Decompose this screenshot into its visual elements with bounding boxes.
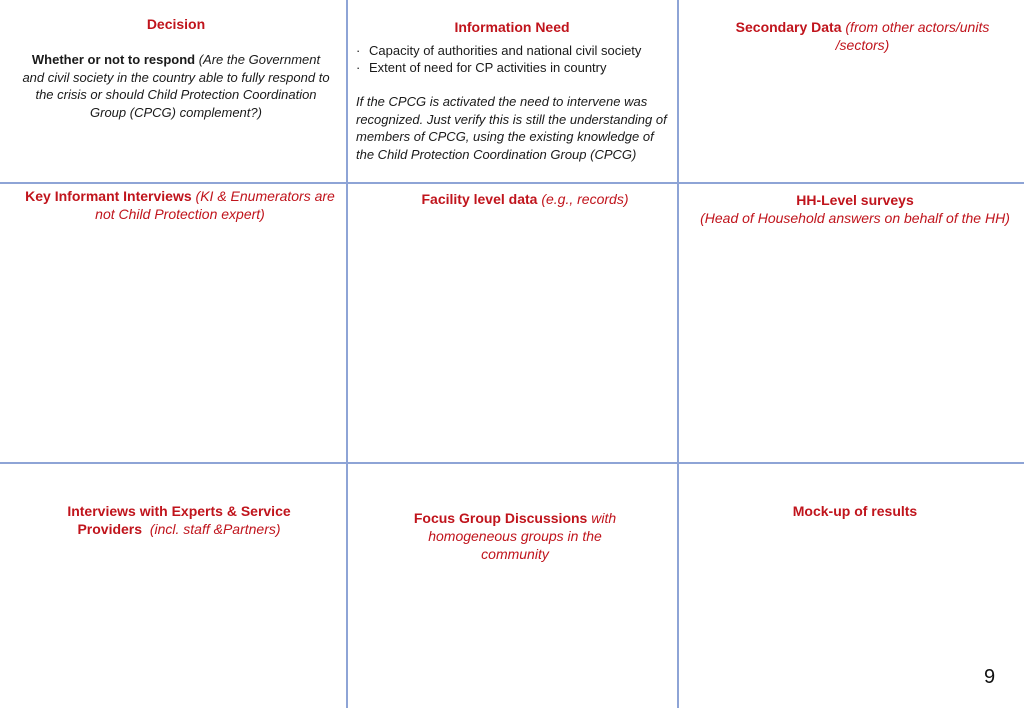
key-informant-title: Key Informant Interviews	[25, 188, 192, 204]
experts-interviews-note: (incl. staff &Partners)	[142, 521, 281, 537]
focus-group-cell	[400, 509, 630, 563]
focus-group-title: Focus Group Discussions	[413, 510, 588, 526]
secondary-data-note: (from other actors/units /sectors)	[835, 19, 990, 53]
information-need-bullet: · Capacity of authorities and national civil society	[356, 42, 668, 59]
mockup-title: Mock-up of results	[792, 503, 918, 519]
experts-interviews-title: Interviews with Experts & Service Providers	[67, 503, 291, 537]
information-need-bullet: · Extent of need for CP activities in country	[356, 59, 668, 76]
hh-surveys-title: HH-Level surveys	[796, 192, 914, 208]
facility-data-note: (e.g., records)	[537, 191, 629, 207]
key-informant-note: (KI & Enumerators are not Child Protection expert)	[95, 188, 335, 222]
information-need-title: Information Need	[454, 19, 570, 35]
decision-italic: (Are the Government and civil society in the country able to fully respond to the crisis or should Child Protection Coordination Group (CPCG) complement?)	[22, 52, 330, 120]
decision-cell	[20, 15, 332, 121]
hh-surveys-note: (Head of Household answers on behalf of the HH)	[700, 210, 1010, 226]
decision-title: Decision	[146, 16, 206, 32]
secondary-data-cell	[720, 18, 1005, 54]
facility-data-cell	[400, 190, 650, 208]
information-need-list	[356, 42, 668, 76]
facility-data-title: Facility level data	[421, 191, 538, 207]
experts-interviews-cell	[40, 502, 318, 538]
grid-line-horizontal-1	[0, 182, 1024, 184]
key-informant-cell	[20, 187, 340, 223]
focus-group-note: with homogeneous groups in the community	[428, 510, 617, 562]
secondary-data-title: Secondary Data	[735, 19, 842, 35]
grid-line-vertical-2	[677, 0, 679, 708]
page-number: 9	[984, 666, 996, 688]
hh-surveys-cell	[690, 191, 1020, 227]
grid-line-vertical-1	[346, 0, 348, 708]
decision-bold: Whether or not to respond	[31, 52, 196, 67]
grid-line-horizontal-2	[0, 462, 1024, 464]
information-need-note: If the CPCG is activated the need to intervene was recognized. Just verify this is still the understanding of members of CPCG, using the existing knowledge of the Child Protection Coordination Group (CPCG)	[356, 94, 667, 162]
decision-body	[20, 51, 332, 121]
information-need-cell	[356, 18, 668, 163]
mockup-cell	[740, 502, 970, 520]
